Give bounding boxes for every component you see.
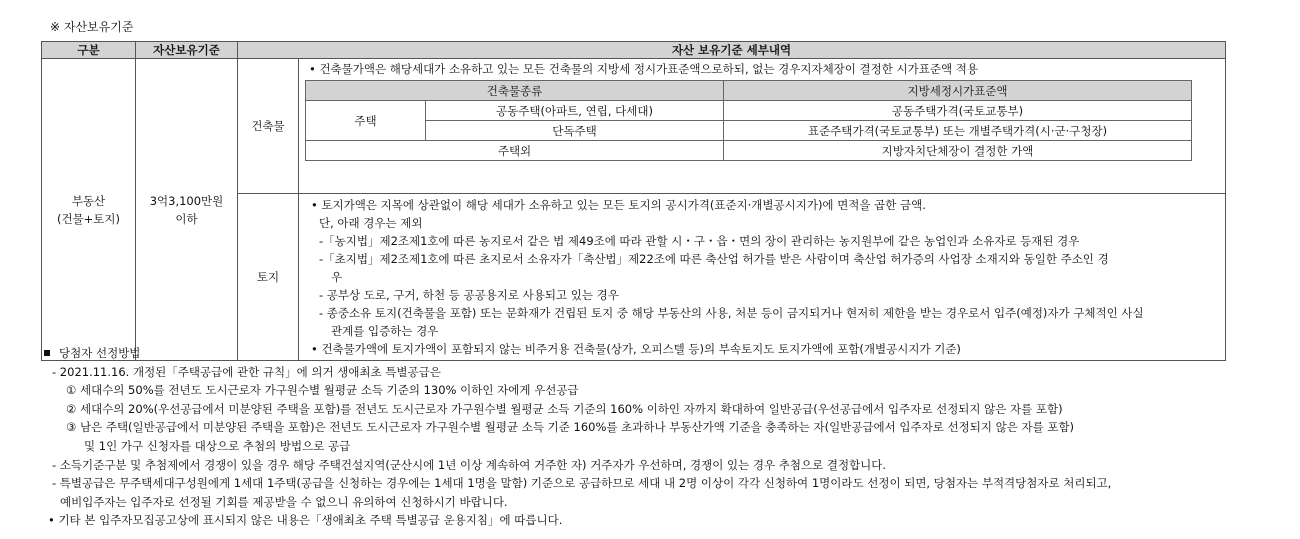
non-house-value: 지방자치단체장이 결정한 가액 — [724, 141, 1192, 161]
land-label: 토지 — [238, 194, 299, 361]
selection-line: ② 세대수의 20%(우선공급에서 미분양된 주택을 포함)를 전년도 도시근로자 가구원수별 월평균 소득 기준의 160% 이하인 자까지 확대하여 일반공급(우선공급에서 입주자로 선정되지 않은 자를 포함) — [66, 401, 1063, 416]
standard-cell — [136, 59, 238, 361]
selection-line: - 2021.11.16. 개정된「주택공급에 관한 규칙」에 의거 생애최초 특별공급은 — [52, 364, 441, 379]
land-item-2-cont: 우 — [331, 270, 343, 284]
land-item-4-cont: 관계를 입증하는 경우 — [331, 324, 439, 338]
inner-row-type: 공동주택(아파트, 연립, 다세대) — [426, 101, 724, 121]
inner-row-type: 단독주택 — [426, 121, 724, 141]
note-title: ※ 자산보유기준 — [50, 20, 134, 34]
land-item-3: - 공부상 도로, 구거, 하천 등 공공용지로 사용되고 있는 경우 — [319, 288, 619, 302]
building-detail-cell — [299, 59, 1226, 194]
house-label: 주택 — [306, 101, 426, 141]
header-details: 자산 보유기준 세부내역 — [238, 42, 1226, 59]
category-line1: 부동산 — [71, 193, 106, 208]
header-standard: 자산보유기준 — [136, 42, 238, 59]
header-category: 구분 — [42, 42, 136, 59]
square-bullet-icon — [44, 350, 50, 356]
standard-line2: 이하 — [175, 211, 198, 226]
category-line2: (건물+토지) — [56, 211, 121, 226]
building-row — [42, 59, 1226, 194]
land-exception: 단, 아래 경우는 제외 — [319, 216, 423, 230]
standard-line1: 3억3,100만원 — [149, 193, 224, 208]
asset-standard-table — [41, 41, 1226, 361]
building-inner-table — [305, 80, 1192, 161]
selection-line: 예비입주자는 입주자로 선정될 기회를 제공받을 수 없으니 유의하여 신청하시기 바랍니다. — [60, 494, 508, 509]
selection-method-section — [44, 344, 1244, 530]
land-bullet-2: • 건축물가액에 토지가액이 포함되지 않는 비주거용 건축물(상가, 오피스텔 등)의 부속토지도 토지가액에 포함(개별공시지가 기준) — [311, 342, 961, 356]
selection-line: 및 1인 가구 신청자를 대상으로 추첨의 방법으로 공급 — [84, 438, 351, 453]
land-bullet-1: • 토지가액은 지목에 상관없이 해당 세대가 소유하고 있는 모든 토지의 공시가격(표준지·개별공시지가)에 면적을 곱한 금액. — [311, 198, 926, 212]
selection-title: 당첨자 선정방법 — [59, 346, 141, 360]
land-item-2: -「초지법」제2조제1호에 따른 초지로서 소유자가「축산법」제22조에 따른 축산업 허가를 받은 사람이며 축산업 허가증의 사업장 소재지와 동일한 주소인 경 — [319, 252, 1109, 266]
selection-line: • 기타 본 입주자모집공고상에 표시되지 않은 내용은「생애최초 주택 특별공급 운용지침」에 따릅니다. — [48, 513, 563, 528]
building-bullet: • 건축물가액은 해당세대가 소유하고 있는 모든 건축물의 지방세 정시가표준액으로하되, 없는 경우지자체장이 결정한 시가표준액 적용 — [309, 62, 978, 76]
inner-row-value: 공동주택가격(국토교통부) — [724, 101, 1192, 121]
inner-header-value: 지방세정시가표준액 — [724, 81, 1192, 101]
land-item-4: - 종중소유 토지(건축물을 포함) 또는 문화재가 건립된 토지 중 해당 부동산의 사용, 처분 등이 금지되거나 현저히 제한을 받는 경우로서 입주(예정)자가 구체적인 사실 — [319, 306, 1144, 320]
selection-line: - 소득기준구분 및 추첨제에서 경쟁이 있을 경우 해당 주택건설지역(군산시에 1년 이상 계속하여 거주한 자) 거주자가 우선하며, 경쟁이 있는 경우 추첨으로 결정합니다. — [52, 457, 887, 472]
category-cell — [42, 59, 136, 361]
inner-row-value: 표준주택가격(국토교통부) 또는 개별주택가격(시·군·구청장) — [724, 121, 1192, 141]
inner-header-type: 건축물종류 — [306, 81, 724, 101]
non-house-label: 주택외 — [306, 141, 724, 161]
selection-line: - 특별공급은 무주택세대구성원에게 1세대 1주택(공급을 신청하는 경우에는 1세대 1명을 말함) 기준으로 공급하므로 세대 내 2명 이상이 각각 신청하여 1명이라도 선정이 되면, 당첨자는 부적격당첨자로 처리되고, — [52, 476, 1112, 491]
selection-line: ③ 남은 주택(일반공급에서 미분양된 주택을 포함)은 전년도 도시근로자 가구원수별 월평균 소득 기준 160%를 초과하나 부동산가액 기준을 충족하는 자(일반공급에서 입주자로 선정되지 않은 자를 포함) — [66, 420, 1075, 435]
table-header-row — [42, 42, 1226, 59]
land-item-1: -「농지법」제2조제1호에 따른 농지로서 같은 법 제49조에 따라 관할 시・구・읍・면의 장이 관리하는 농지원부에 같은 농업인과 소유자로 등재된 경우 — [319, 234, 1080, 248]
selection-title-row — [44, 344, 1244, 363]
selection-line: ① 세대수의 50%를 전년도 도시근로자 가구원수별 월평균 소득 기준의 130% 이하인 자에게 우선공급 — [66, 383, 579, 398]
land-detail-cell — [299, 194, 1226, 361]
building-label: 건축물 — [238, 59, 299, 194]
